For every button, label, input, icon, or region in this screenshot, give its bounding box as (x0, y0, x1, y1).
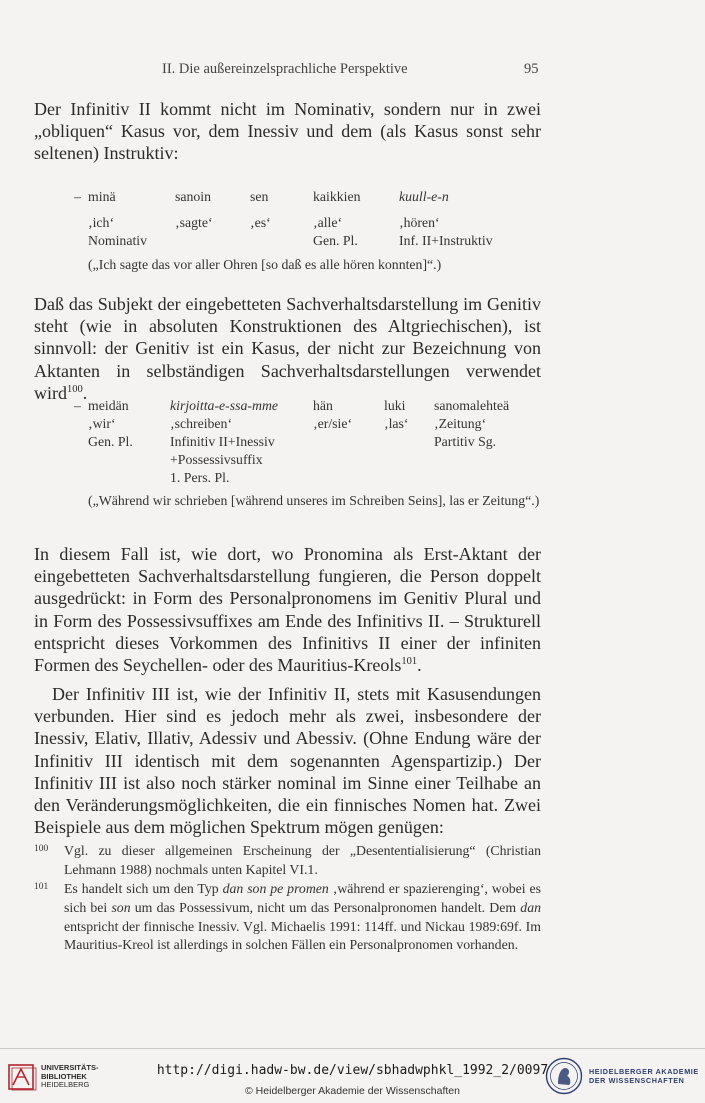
example-2-dash: – (74, 398, 81, 413)
gloss-word: kaikkien (313, 189, 361, 204)
gloss-translation: ‚hören‘ (399, 215, 440, 230)
university-library-name: UNIVERSITÄTS- BIBLIOTHEK HEIDELBERG (41, 1063, 99, 1089)
gloss-grammar: Infinitiv II+Inessiv (170, 434, 275, 449)
footnote-100-number: 100 (34, 844, 49, 854)
gloss-word: kuull-e-n (399, 189, 449, 204)
paragraph-2 (34, 293, 541, 404)
gloss-word: meidän (88, 398, 129, 413)
gloss-word: sanomalehteä (434, 398, 510, 413)
gloss-translation: ‚las‘ (384, 416, 409, 431)
running-head-title: II. Die außereinzelsprachliche Perspektive (162, 61, 408, 77)
gloss-grammar: 1. Pers. Pl. (170, 470, 230, 485)
gloss-translation: ‚sagte‘ (175, 215, 213, 230)
gloss-grammar: Inf. II+Instruktiv (399, 233, 493, 248)
gloss-translation: ‚Zeitung‘ (434, 416, 487, 431)
footer (0, 1049, 705, 1103)
footnote-ref-100: 100 (67, 383, 83, 395)
paragraph-3 (34, 543, 541, 676)
gloss-grammar: Gen. Pl. (313, 233, 358, 248)
gloss-word: sanoin (175, 189, 212, 204)
copyright-notice: © Heidelberger Akademie der Wissenschaften (245, 1085, 460, 1097)
paragraph-3-text: In diesem Fall ist, wie dort, wo Pronomina als Erst-Aktant der eingebetteten Sachverhaltsdarstellung fungieren, die Person doppelt ausgedrückt: in Form des Personalpronomens im Genitiv Plural und in Form des Possessivsuffixes am Ende des Infinitivs II. – Strukturell entspricht dieses Vorkommen des Infinitivs II einer der infiniten Formen des Seychellen- oder des Mauritius-Kreols (34, 544, 541, 676)
paragraph-2-end: . (82, 382, 88, 403)
gloss-translation: ‚schreiben‘ (170, 416, 233, 431)
paragraph-2-text: Daß das Subjekt der eingebetteten Sachverhaltsdarstellung im Genitiv steht (wie in absoluten Konstruktionen des Altgriechischen), ist sinnvoll: der Genitiv ist ein Kasus, der nicht zur Bezeichnung von Aktanten in selbständigen Sachverhaltsdarstellungen verwendet wird (34, 294, 541, 403)
running-head (0, 61, 705, 83)
footnote-101 (34, 880, 541, 955)
paragraph-4: Der Infinitiv III ist, wie der Infinitiv II, stets mit Kasusendungen verbunden. Hier sind es jedoch mehr als zwei, insbesondere der Inessiv, Elativ, Illativ, Adessiv und Abessiv. (Ohne Endung wäre der Infinitiv III identisch mit dem sogenannten Agenspartizip.) Der Infinitiv III ist also noch stärker nominal im Sinne einer Teilhabe an den Veränderungsmöglichkeiten, die ein finnisches Nomen hat. Zwei Beispiele aus dem möglichen Spektrum mögen genügen: (34, 684, 541, 838)
gloss-translation: ‚alle‘ (313, 215, 343, 230)
document-url-link[interactable]: http://digi.hadw-bw.de/view/sbhadwphkl_1992_2/0097 (156, 1063, 549, 1078)
gloss-word: kirjoitta-e-ssa-mme (170, 398, 279, 413)
gloss-translation: ‚wir‘ (88, 416, 116, 431)
gloss-word: minä (88, 189, 116, 204)
paragraph-3-end: . (417, 655, 422, 676)
gloss-word: sen (250, 189, 269, 204)
paragraph-1: Der Infinitiv II kommt nicht im Nominativ, sondern nur in zwei „obliquen“ Kasus vor, dem Inessiv und dem (als Kasus sonst sehr seltenen) Instruktiv: (34, 99, 541, 164)
gloss-grammar: Partitiv Sg. (434, 434, 497, 449)
example-1-translation: („Ich sagte das vor aller Ohren [so daß es alle hören konnten]“.) (88, 257, 442, 272)
example-2-translation: („Während wir schrieben [während unseres im Schreiben Seins], las er Zeitung“.) (88, 493, 540, 508)
footnote-101-number: 101 (34, 882, 49, 892)
page-number: 95 (524, 61, 539, 77)
footnote-100-text: Vgl. zu dieser allgemeinen Erscheinung der „Desententialisierung“ (Christian Lehmann 1988) nochmals unten Kapitel VI.1. (64, 843, 541, 877)
gloss-translation: ‚er/sie‘ (313, 416, 353, 431)
gloss-grammar: Nominativ (88, 233, 148, 248)
footnote-100 (34, 842, 541, 880)
gloss-translation: ‚es‘ (250, 215, 271, 230)
gloss-grammar: Gen. Pl. (88, 434, 133, 449)
gloss-word: hän (313, 398, 333, 413)
academy-seal-icon (545, 1057, 583, 1095)
gloss-word: luki (384, 398, 406, 413)
gloss-grammar: +Possessivsuffix (170, 452, 263, 467)
gloss-translation: ‚ich‘ (88, 215, 115, 230)
footnote-101-text: Es handelt sich um den Typ dan son pe promen ‚während er spazierenging‘, wobei es sich bei son um das Possessivum, nicht um das Personalpronomen handelt. Dem dan entspricht der finnische Inessiv. Vgl. Michaelis 1991: 114ff. und Nickau 1989:69f. Im Mauritius-Kreol ist allerdings in solchen Fällen ein Personalpronomen vorhanden. (64, 881, 542, 953)
footnote-ref-101: 101 (401, 656, 418, 668)
academy-name: HEIDELBERGER AKADEMIE DER WISSENSCHAFTEN (589, 1067, 699, 1085)
example-1-dash: – (74, 189, 81, 204)
